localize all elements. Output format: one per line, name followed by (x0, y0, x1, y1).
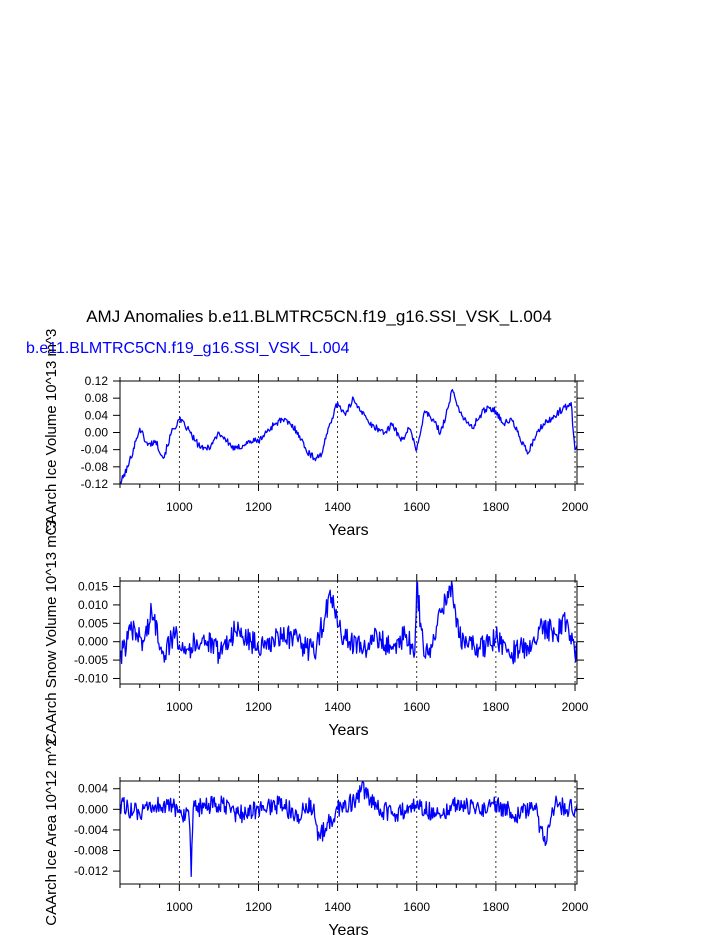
plot-frame (120, 381, 577, 484)
y-tick-label: -0.04 (80, 442, 108, 457)
chart-panels (43, 329, 589, 935)
y-tick-label: -0.008 (73, 843, 108, 858)
y-tick-label: 0.12 (84, 374, 108, 388)
y-tick-label: 0.000 (77, 802, 108, 817)
plot-frame (120, 781, 577, 884)
y-axis-label: CAArch Snow Volume 10^13 m^3 (43, 519, 60, 745)
chart-panel (43, 738, 589, 935)
x-tick-label: 1000 (165, 900, 193, 914)
y-tick-label: 0.005 (77, 616, 108, 631)
x-tick-label: 1000 (165, 700, 193, 714)
legend-label: b.e11.BLMTRC5CN.f19_g16.SSI_VSK_L.004 (26, 340, 350, 357)
chart-panel (43, 520, 589, 744)
x-tick-label: 1600 (403, 500, 431, 514)
plot-frame (120, 581, 577, 684)
y-tick-label: -0.010 (73, 671, 108, 686)
y-tick-label: 0.08 (84, 391, 108, 406)
x-tick-label: 2000 (561, 900, 589, 914)
x-axis-label: Years (328, 522, 369, 539)
x-tick-label: 1800 (482, 700, 510, 714)
series-line (120, 581, 577, 664)
x-tick-label: 1200 (245, 900, 272, 914)
y-tick-label: 0.00 (84, 425, 108, 440)
series-line (120, 390, 577, 484)
y-axis-label: CAArch Ice Area 10^12 m^2 (43, 738, 60, 926)
y-tick-label: -0.005 (73, 653, 108, 668)
chart-panel (43, 329, 589, 539)
x-tick-label: 1000 (165, 500, 193, 514)
x-tick-label: 1600 (403, 700, 431, 714)
y-tick-label: -0.08 (80, 459, 108, 474)
x-tick-label: 1200 (245, 700, 272, 714)
y-tick-label: -0.12 (80, 477, 108, 491)
y-tick-label: 0.000 (77, 634, 108, 649)
figure-title: AMJ Anomalies b.e11.BLMTRC5CN.f19_g16.SSI_VSK_L.004 (86, 307, 552, 326)
x-tick-label: 1800 (482, 900, 510, 914)
x-tick-label: 1400 (324, 900, 351, 914)
x-axis-label: Years (328, 722, 369, 739)
x-tick-label: 1800 (482, 500, 510, 514)
x-tick-label: 1200 (245, 500, 272, 514)
y-tick-label: 0.015 (77, 579, 108, 594)
x-tick-label: 2000 (561, 700, 589, 714)
x-tick-label: 1400 (324, 500, 351, 514)
y-tick-label: -0.004 (73, 822, 108, 837)
y-axis-label: CAArch Ice Volume 10^13 m^3 (43, 328, 60, 536)
y-tick-label: 0.04 (84, 408, 108, 423)
y-tick-label: 0.004 (77, 781, 108, 796)
x-tick-label: 1400 (324, 700, 351, 714)
x-tick-label: 1600 (403, 900, 431, 914)
y-tick-label: 0.010 (77, 597, 108, 612)
y-tick-label: -0.012 (73, 864, 108, 879)
series-line (120, 782, 577, 877)
x-tick-label: 2000 (561, 500, 589, 514)
x-axis-label: Years (328, 922, 369, 935)
